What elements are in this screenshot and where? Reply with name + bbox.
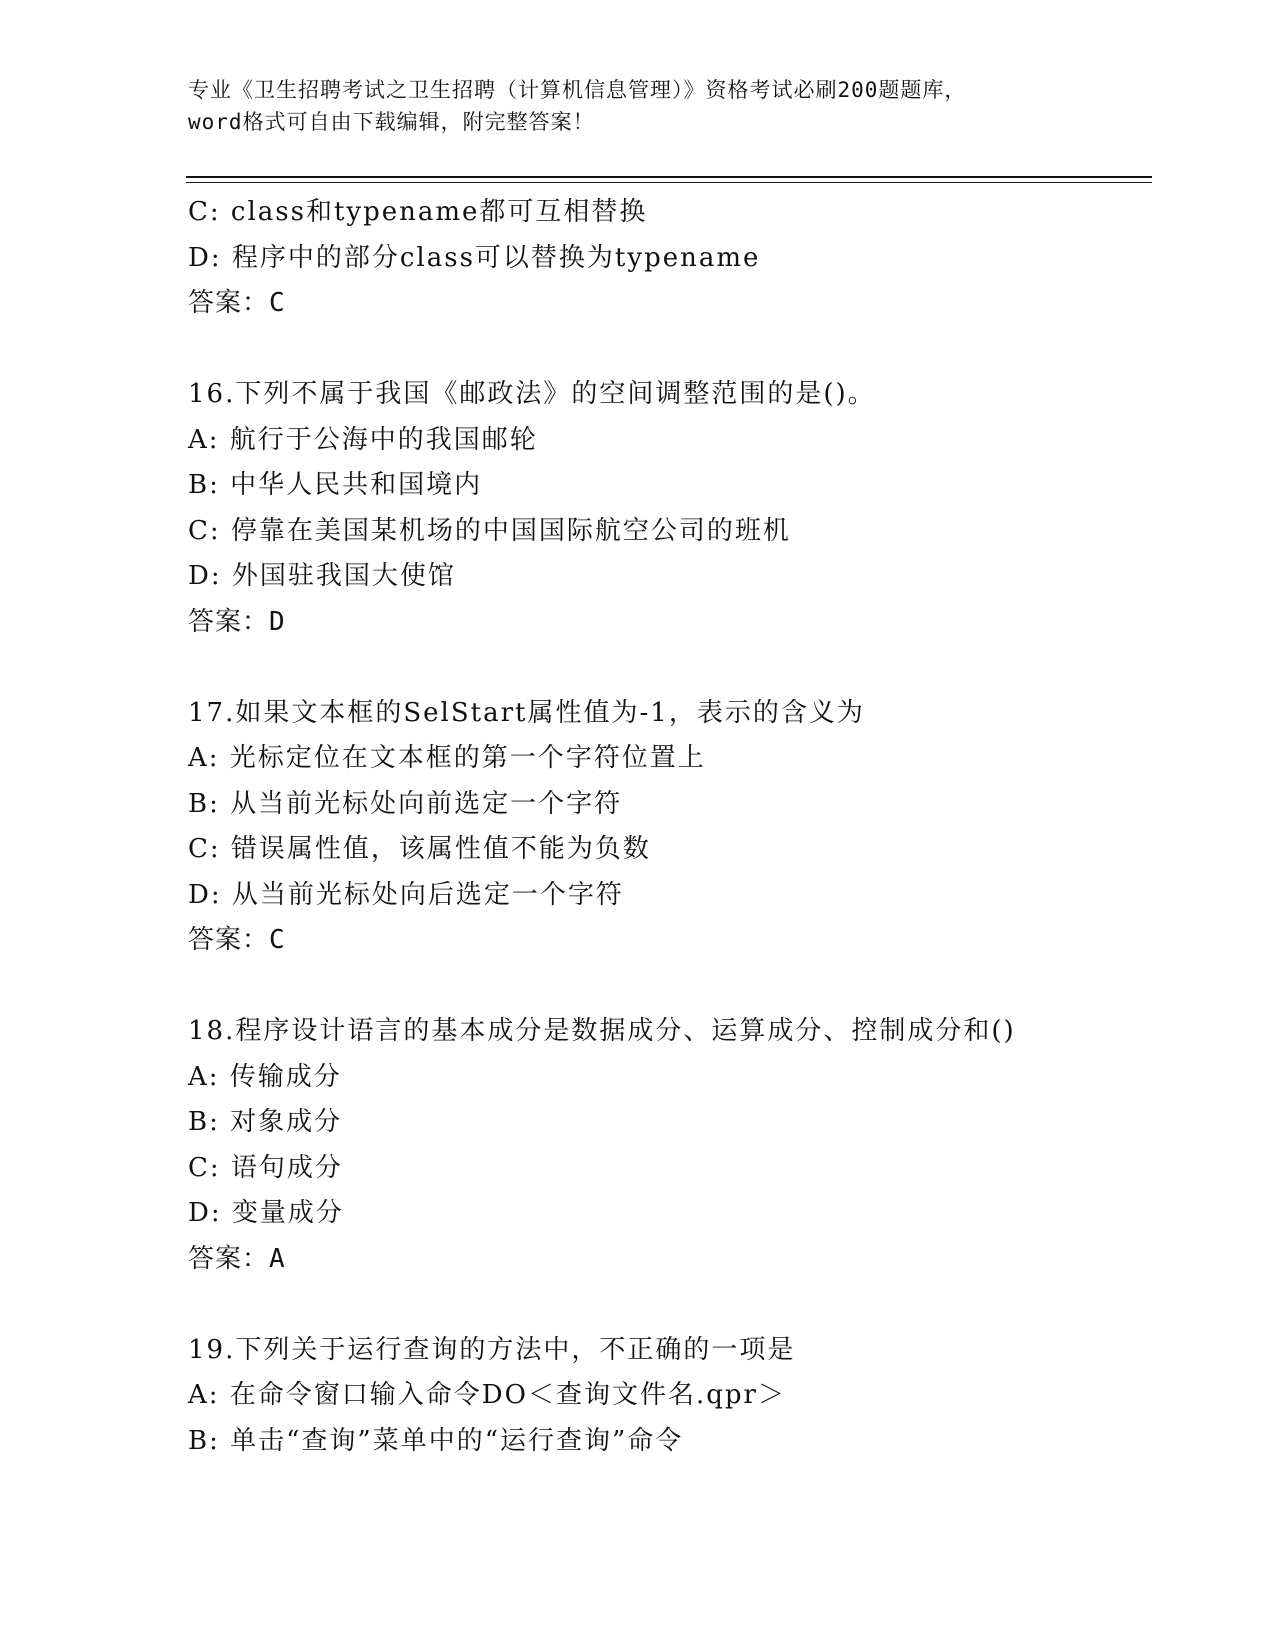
answer: 答案：C: [188, 925, 286, 955]
option-d: D: 变量成分: [188, 1198, 344, 1228]
option-c: C: class和typename都可互相替换: [188, 197, 648, 227]
spacer: [188, 1282, 1148, 1328]
option-b: B: 中华人民共和国境内: [188, 470, 483, 500]
option-c: C: 语句成分: [188, 1152, 343, 1183]
answer: 答案：A: [188, 1243, 286, 1274]
option-a: A: 传输成分: [188, 1061, 342, 1092]
option-b: B: 对象成分: [188, 1107, 343, 1137]
question-stem: 19.下列关于运行查询的方法中，不正确的一项是: [188, 1334, 796, 1365]
header-title-line-1: 专业《卫生招聘考试之卫生招聘（计算机信息管理）》资格考试必刷200题题库，: [188, 78, 967, 102]
header-divider-thin: [186, 182, 1152, 183]
option-a: A: 航行于公海中的我国邮轮: [188, 424, 538, 455]
document-header: [188, 74, 1088, 138]
question-18: [188, 1009, 1148, 1282]
option-b: B: 单击“查询”菜单中的“运行查询”命令: [188, 1425, 684, 1456]
option-c: C: 停靠在美国某机场的中国国际航空公司的班机: [188, 515, 791, 546]
spacer: [188, 964, 1148, 1010]
option-a: A: 在命令窗口输入命令DO＜查询文件名.qpr＞: [188, 1380, 786, 1410]
question-stem: 16.下列不属于我国《邮政法》的空间调整范围的是()。: [188, 379, 876, 409]
option-d: D: 外国驻我国大使馆: [188, 561, 456, 591]
option-d: D: 从当前光标处向后选定一个字符: [188, 879, 624, 910]
question-16: [188, 372, 1148, 645]
option-b: B: 从当前光标处向前选定一个字符: [188, 788, 623, 819]
header-title-line-2: word格式可自由下载编辑，附完整答案！: [188, 110, 595, 134]
question-19: [188, 1328, 1148, 1465]
question-stem: 17.如果文本框的SelStart属性值为-1，表示的含义为: [188, 697, 865, 728]
spacer: [188, 645, 1148, 691]
question-15-continuation: [188, 190, 1148, 327]
answer: 答案：D: [188, 606, 286, 637]
question-17: [188, 691, 1148, 964]
option-c: C: 错误属性值，该属性值不能为负数: [188, 834, 651, 864]
question-list: [188, 190, 1148, 1464]
option-a: A: 光标定位在文本框的第一个字符位置上: [188, 743, 706, 773]
spacer: [188, 327, 1148, 373]
answer: 答案：C: [188, 288, 286, 318]
option-d: D: 程序中的部分class可以替换为typename: [188, 242, 761, 273]
question-stem: 18.程序设计语言的基本成分是数据成分、运算成分、控制成分和(): [188, 1016, 1016, 1046]
header-divider-thick: [186, 176, 1152, 178]
